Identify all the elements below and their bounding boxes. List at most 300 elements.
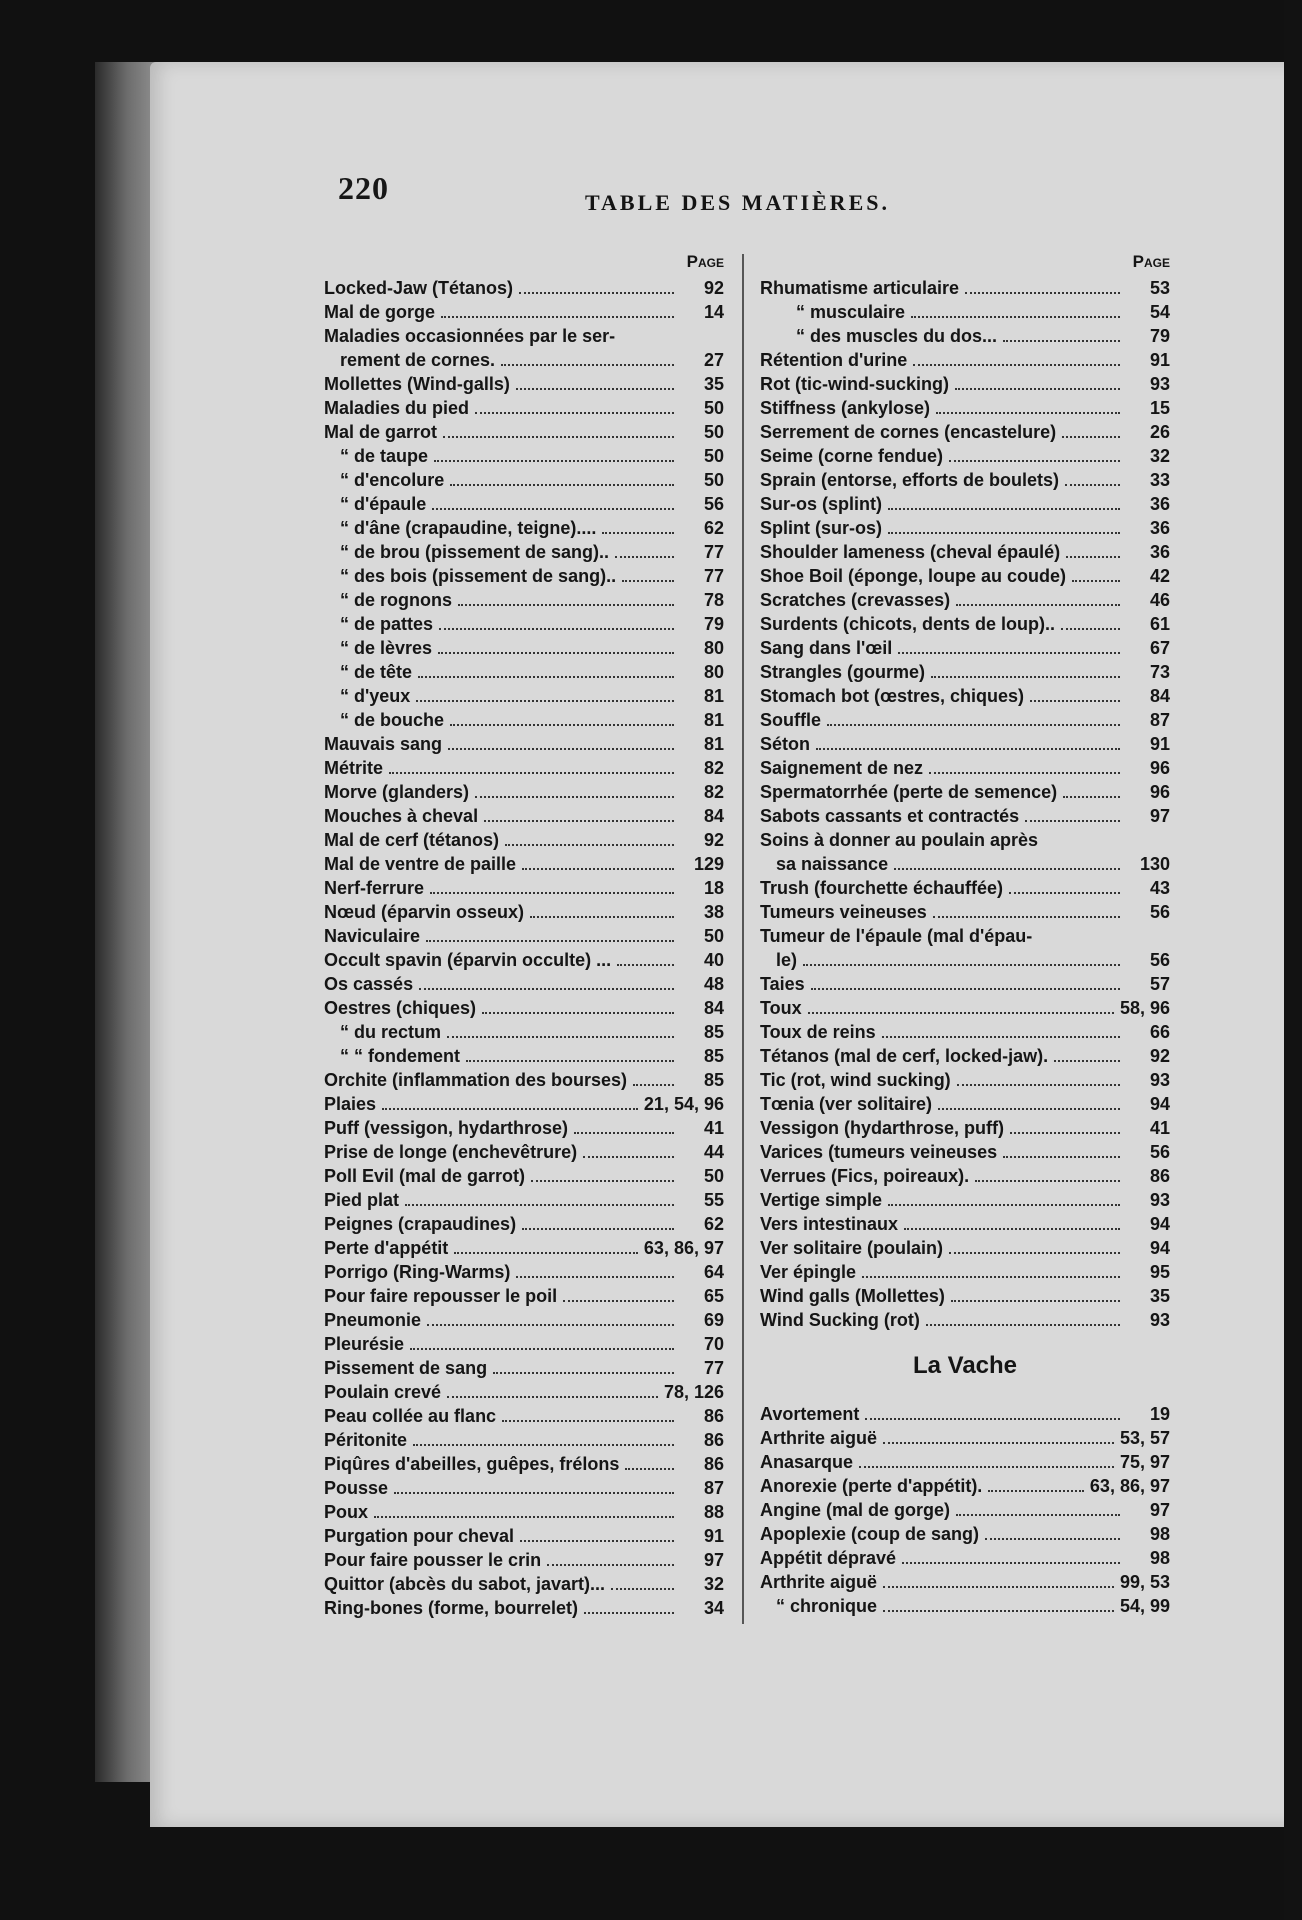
leader-dots [484,820,674,822]
leader-dots [413,1444,674,1446]
entry-page: 36 [1149,542,1170,562]
entry-text: Seime (corne fendue) [760,446,944,466]
entry-text: “ “ fondement [340,1046,460,1066]
entry-text: Orchite (inflammation des bourses) [324,1070,628,1090]
entry-text: Quittor (abcès du sabot, javart)... [324,1574,606,1594]
entry-text: “ des muscles du dos... [796,326,998,346]
index-entry [760,1474,1170,1498]
leader-dots [454,1252,638,1254]
index-entry [324,612,724,636]
index-entry [324,300,724,324]
index-entry [760,732,1170,756]
entry-page: 56 [1149,902,1170,922]
leader-dots [584,1612,674,1614]
leader-dots [888,1204,1120,1206]
index-entry [760,636,1170,660]
index-entry [760,684,1170,708]
entry-page: 55 [703,1190,724,1210]
entry-page: 58, 96 [1119,998,1170,1018]
entry-page: 75, 97 [1119,1452,1170,1472]
entry-text: Pour faire pousser le crin [324,1550,542,1570]
entry-page: 50 [703,422,724,442]
entry-page: 81 [703,734,724,754]
entry-text: “ de rognons [340,590,452,610]
leader-dots [447,1036,674,1038]
entry-text: Plaies [324,1094,377,1114]
entry-page: 93 [1149,1070,1170,1090]
entry-text: Mollettes (Wind-galls) [324,374,510,394]
entry-text: Anorexie (perte d'appétit). [760,1476,983,1496]
leader-dots [1009,892,1120,894]
leader-dots [1062,436,1120,438]
leader-dots [432,508,674,510]
index-entry [324,852,724,876]
entry-text: Souffle [760,710,821,730]
entry-text: Poll Evil (mal de garrot) [324,1166,526,1186]
entry-text: Pousse [324,1478,389,1498]
entry-page: 40 [703,950,724,970]
entry-page: 85 [703,1022,724,1042]
running-header: TABLE DES MATIÈRES. [585,190,890,215]
index-entry [324,276,724,300]
index-entry [324,1284,724,1308]
index-entry [760,1068,1170,1092]
leader-dots [1066,556,1120,558]
leader-dots [493,1372,674,1374]
entry-text: Taies [760,974,805,994]
entry-text: Séton [760,734,811,754]
entry-page: 18 [703,878,724,898]
entry-text: Peignes (crapaudines) [324,1214,517,1234]
index-entry [760,396,1170,420]
entry-text: Rétention d'urine [760,350,908,370]
entry-page: 70 [703,1334,724,1354]
entry-page: 84 [1149,686,1170,706]
entry-text: Soins à donner au poulain après [760,830,1039,850]
entry-page: 84 [703,806,724,826]
entry-text: Tétanos (mal de cerf, locked-jaw). [760,1046,1049,1066]
entry-text: “ de lèvres [340,638,433,658]
entry-page: 97 [1149,1500,1170,1520]
entry-text: Os cassés [324,974,414,994]
leader-dots [410,1348,674,1350]
entry-text: Mouches à cheval [324,806,479,826]
leader-dots [888,532,1120,534]
leader-dots [985,1538,1120,1540]
index-entry [324,780,724,804]
leader-dots [531,1180,674,1182]
entry-text: Pied plat [324,1190,400,1210]
leader-dots [965,292,1120,294]
entry-text: Varices (tumeurs veineuses [760,1142,998,1162]
index-entry [324,1164,724,1188]
leader-dots [522,868,674,870]
leader-dots [416,700,674,702]
entry-page: 78 [703,590,724,610]
entry-text: Ring-bones (forme, bourrelet) [324,1598,579,1618]
index-entry [324,1188,724,1212]
index-entry [760,1426,1170,1450]
entry-text: Scratches (crevasses) [760,590,951,610]
leader-dots [1010,1132,1120,1134]
entry-page: 86 [1149,1166,1170,1186]
entry-text: Vers intestinaux [760,1214,899,1234]
leader-dots [530,916,674,918]
leader-dots [902,1562,1120,1564]
entry-text: Arthrite aiguë [760,1572,878,1592]
entry-text: Vertige simple [760,1190,883,1210]
entry-text: “ de pattes [340,614,434,634]
entry-text: Tic (rot, wind sucking) [760,1070,951,1090]
entry-text: Puff (vessigon, hydarthrose) [324,1118,569,1138]
entry-page: 41 [703,1118,724,1138]
leader-dots [430,892,674,894]
entry-text: Maladies du pied [324,398,470,418]
leader-dots [865,1418,1120,1420]
entry-page: 66 [1149,1022,1170,1042]
index-entry [324,516,724,540]
entry-text: Mal de ventre de paille [324,854,517,874]
index-entry [324,948,724,972]
leader-dots [617,964,674,966]
index-entry [324,468,724,492]
entry-text: Maladies occasionnées par le ser- [324,326,616,346]
index-entry [760,660,1170,684]
entry-page: 69 [703,1310,724,1330]
entry-text: Tumeur de l'épaule (mal d'épau- [760,926,1033,946]
leader-dots [883,1586,1114,1588]
entry-text: Pleurésie [324,1334,405,1354]
entry-page: 44 [703,1142,724,1162]
entry-page: 48 [703,974,724,994]
entry-page: 80 [703,638,724,658]
index-entry [324,588,724,612]
entry-page: 35 [1149,1286,1170,1306]
index-entry [324,1428,724,1452]
index-entry [760,1236,1170,1260]
entry-text: Verrues (Fics, poireaux). [760,1166,970,1186]
index-entry [760,1092,1170,1116]
index-entry [324,972,724,996]
entry-text: “ musculaire [796,302,906,322]
entry-text: sa naissance [776,854,889,874]
entry-page: 54 [1149,302,1170,322]
leader-dots [816,748,1120,750]
leader-dots [374,1516,674,1518]
index-entry [760,588,1170,612]
entry-text: Sur-os (splint) [760,494,882,514]
index-entry [324,396,724,420]
leader-dots [811,988,1120,990]
entry-page: 80 [703,662,724,682]
entry-page: 88 [703,1502,724,1522]
index-entry [324,324,724,348]
entry-page: 56 [1149,950,1170,970]
entry-page: 94 [1149,1238,1170,1258]
entry-text: Shoe Boil (éponge, loupe au coude) [760,566,1067,586]
leader-dots [405,1204,674,1206]
entry-text: Nœud (éparvin osseux) [324,902,525,922]
entry-page: 82 [703,782,724,802]
leader-dots [394,1492,674,1494]
index-entry [760,1594,1170,1618]
entry-page: 36 [1149,518,1170,538]
entry-page: 86 [703,1454,724,1474]
entry-page: 41 [1149,1118,1170,1138]
entry-text: Locked-Jaw (Tétanos) [324,278,514,298]
index-entry [760,828,1170,852]
entry-page: 92 [703,830,724,850]
leader-dots [419,988,674,990]
entry-text: Piqûres d'abeilles, guêpes, frélons [324,1454,620,1474]
entry-page: 87 [1149,710,1170,730]
index-entry [324,1212,724,1236]
leader-dots [389,772,674,774]
index-entry [324,1476,724,1500]
index-entry [760,996,1170,1020]
entry-page: 98 [1149,1524,1170,1544]
entry-page: 54, 99 [1119,1596,1170,1616]
entry-page: 85 [703,1046,724,1066]
entry-text: Mal de cerf (tétanos) [324,830,500,850]
index-entry [760,804,1170,828]
index-entry [324,444,724,468]
entry-page: 81 [703,686,724,706]
leader-dots [448,748,674,750]
entry-page: 78, 126 [663,1382,724,1402]
entry-page: 67 [1149,638,1170,658]
entry-page: 62 [703,518,724,538]
leader-dots [563,1300,674,1302]
entry-text: Poulain crevé [324,1382,442,1402]
entry-text: Trush (fourchette échauffée) [760,878,1004,898]
entry-page: 53, 57 [1119,1428,1170,1448]
entry-page: 92 [703,278,724,298]
entry-page: 62 [703,1214,724,1234]
leader-dots [516,1276,674,1278]
entry-page: 86 [703,1430,724,1450]
index-entry [324,1524,724,1548]
leader-dots [443,436,674,438]
entry-page: 82 [703,758,724,778]
entry-text: Tumeurs veineuses [760,902,927,922]
entry-page: 56 [1149,1142,1170,1162]
entry-page: 27 [703,350,724,370]
entry-page: 50 [703,398,724,418]
entry-text: Ver solitaire (poulain) [760,1238,944,1258]
entry-text: Splint (sur-os) [760,518,882,538]
leader-dots [434,460,674,462]
index-entry [760,1284,1170,1308]
entry-page: 91 [1149,734,1170,754]
leader-dots [904,1228,1120,1230]
column-divider [742,254,744,1624]
leader-dots [450,484,674,486]
index-entry [324,1020,724,1044]
leader-dots [883,1442,1114,1444]
index-entry [324,1236,724,1260]
entry-text: Shoulder lameness (cheval épaulé) [760,542,1061,562]
leader-dots [949,460,1120,462]
entry-page: 81 [703,710,724,730]
entry-text: Tœnia (ver solitaire) [760,1094,933,1114]
index-entry [760,468,1170,492]
entry-text: “ chronique [776,1596,878,1616]
entry-page: 98 [1149,1548,1170,1568]
index-entry [324,1356,724,1380]
entry-text: Angine (mal de gorge) [760,1500,951,1520]
index-entry [324,660,724,684]
index-entry [760,708,1170,732]
index-entry [760,612,1170,636]
leader-dots [441,316,674,318]
index-entry [760,1308,1170,1332]
leader-dots [888,508,1120,510]
entry-text: Morve (glanders) [324,782,470,802]
entry-text: Anasarque [760,1452,854,1472]
entry-page: 96 [1149,758,1170,778]
index-entry [324,804,724,828]
index-entry [324,636,724,660]
index-entry [760,540,1170,564]
entry-page: 73 [1149,662,1170,682]
leader-dots [520,1540,674,1542]
leader-dots [1003,340,1120,342]
entry-page: 77 [703,542,724,562]
entry-text: “ de brou (pissement de sang).. [340,542,610,562]
entry-page: 91 [1149,350,1170,370]
entry-page: 21, 54, 96 [643,1094,724,1114]
index-entry [324,684,724,708]
leader-dots [602,532,674,534]
entry-text: Ver épingle [760,1262,857,1282]
index-entry [324,1548,724,1572]
index-entry [324,828,724,852]
entry-page: 85 [703,1070,724,1090]
index-entry [760,1260,1170,1284]
entry-page: 14 [703,302,724,322]
leader-dots [936,412,1120,414]
index-column-right [760,250,1170,1618]
entry-text: “ de bouche [340,710,445,730]
entry-page: 15 [1149,398,1170,418]
index-entry [760,1570,1170,1594]
leader-dots [926,1324,1120,1326]
entry-text: Nerf-ferrure [324,878,425,898]
index-entry [760,348,1170,372]
leader-dots [458,604,674,606]
leader-dots [475,796,674,798]
leader-dots [522,1228,674,1230]
entry-page: 57 [1149,974,1170,994]
index-entry [324,372,724,396]
index-entry [324,564,724,588]
index-entry [324,1596,724,1620]
index-entry [760,564,1170,588]
index-entry [760,852,1170,876]
entry-text: Pissement de sang [324,1358,488,1378]
index-entry [760,276,1170,300]
index-entry [324,732,724,756]
entry-text: Pour faire repousser le poil [324,1286,558,1306]
index-entry [324,1116,724,1140]
entry-page: 92 [1149,1046,1170,1066]
entry-page: 94 [1149,1094,1170,1114]
index-entry [760,756,1170,780]
leader-dots [583,1156,674,1158]
entry-page: 63, 86, 97 [643,1238,724,1258]
leader-dots [951,1300,1120,1302]
entry-text: Sang dans l'œil [760,638,893,658]
entry-page: 32 [1149,446,1170,466]
entry-text: le) [776,950,798,970]
leader-dots [862,1276,1120,1278]
leader-dots [611,1588,674,1590]
index-entry [324,1452,724,1476]
entry-page: 42 [1149,566,1170,586]
leader-dots [975,1180,1120,1182]
entry-text: Serrement de cornes (encastelure) [760,422,1057,442]
entry-text: “ d'âne (crapaudine, teigne).... [340,518,597,538]
index-entry [324,492,724,516]
entry-text: Mal de garrot [324,422,438,442]
leader-dots [519,292,674,294]
entry-page: 99, 53 [1119,1572,1170,1592]
index-entry [760,1020,1170,1044]
index-entry [324,1068,724,1092]
leader-dots [949,1252,1120,1254]
entry-text: Prise de longe (enchevêtrure) [324,1142,578,1162]
leader-dots [1063,796,1120,798]
leader-dots [547,1564,674,1566]
entry-page: 50 [703,1166,724,1186]
entry-page: 50 [703,926,724,946]
index-entry [324,876,724,900]
column-page-label: Page [686,252,724,271]
entry-text: Strangles (gourme) [760,662,926,682]
entry-text: Pneumonie [324,1310,422,1330]
index-entry [324,708,724,732]
leader-dots [957,1084,1120,1086]
entry-text: Appétit dépravé [760,1548,897,1568]
leader-dots [382,1108,638,1110]
entry-text: Sabots cassants et contractés [760,806,1020,826]
entry-page: 77 [703,566,724,586]
index-entry [324,924,724,948]
entry-text: Saignement de nez [760,758,924,778]
leader-dots [913,364,1120,366]
index-entry [324,348,724,372]
index-entry [760,948,1170,972]
entry-page: 79 [703,614,724,634]
index-entry [760,1212,1170,1236]
leader-dots [988,1490,1084,1492]
entry-text: Wind Sucking (rot) [760,1310,920,1330]
entry-page: 32 [703,1574,724,1594]
leader-dots [438,652,674,654]
entry-text: Rot (tic-wind-sucking) [760,374,949,394]
entry-text: Toux de reins [760,1022,876,1042]
leader-dots [956,604,1120,606]
leader-dots [1030,700,1120,702]
entry-page: 46 [1149,590,1170,610]
entry-text: Apoplexie (coup de sang) [760,1524,980,1544]
leader-dots [625,1468,674,1470]
page-edge-shadow [1284,0,1302,1920]
index-entry [324,540,724,564]
leader-dots [827,724,1120,726]
index-entry [760,516,1170,540]
